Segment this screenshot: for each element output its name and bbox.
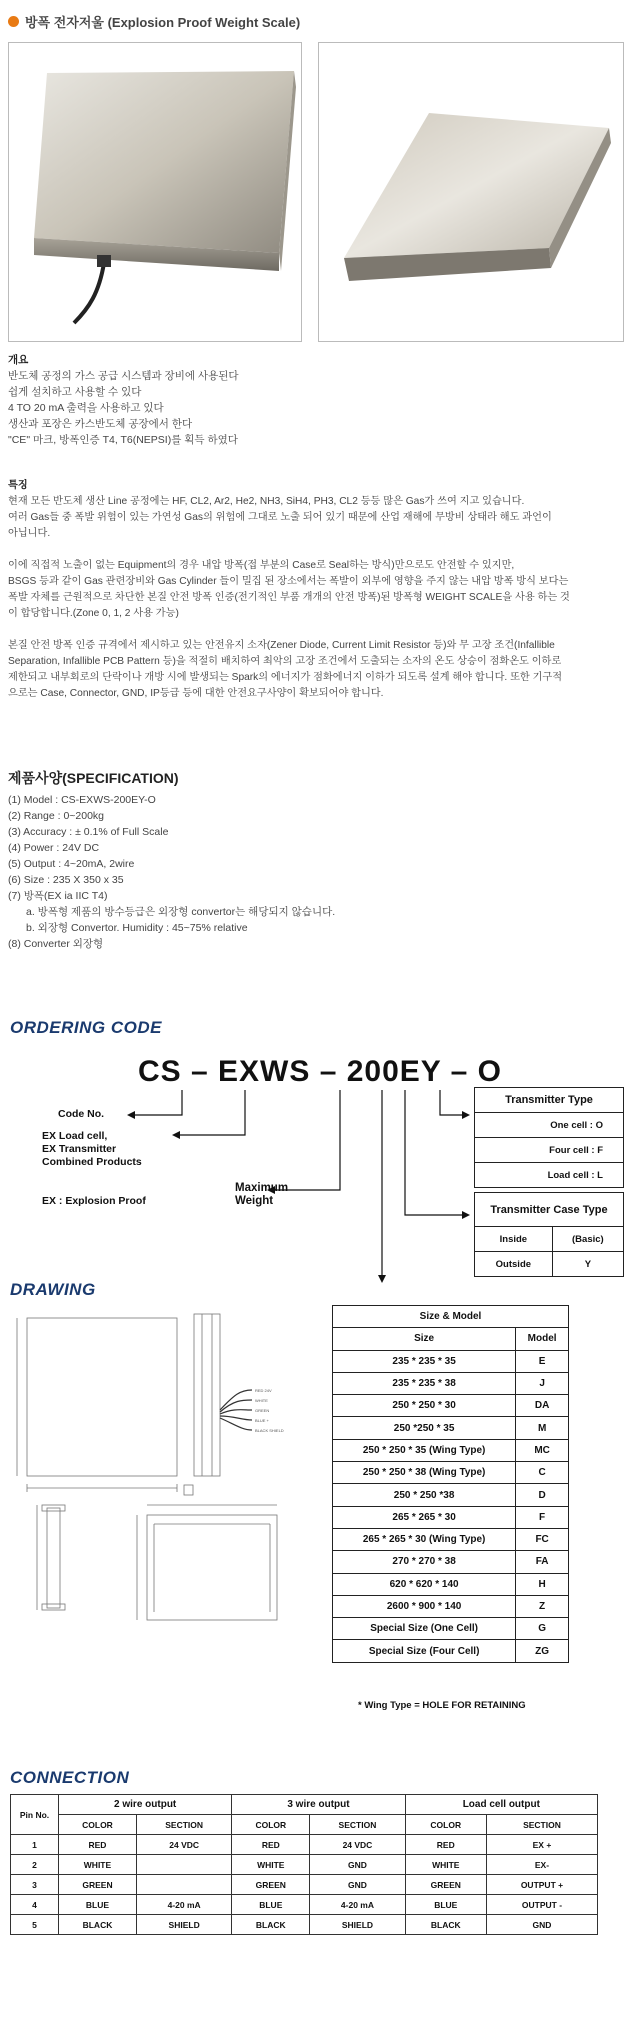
conn-cell: BLACK bbox=[405, 1915, 486, 1935]
spec-line: (2) Range : 0~200kg bbox=[8, 810, 105, 822]
features-line: BSGS 등과 같이 Gas 관련장비와 Gas Cylinder 들이 밀집 된 장소에서는 폭발이 외부에 영향을 주지 않는 내압 방폭 방식 보다는 bbox=[8, 576, 569, 587]
conn-cell: BLACK bbox=[232, 1915, 310, 1935]
table-row bbox=[11, 1835, 598, 1855]
pin-cell: 1 bbox=[11, 1835, 59, 1855]
conn-cell bbox=[136, 1855, 231, 1875]
size-cell: 250 * 250 * 38 (Wing Type) bbox=[333, 1462, 516, 1484]
features-line: 본질 안전 방폭 인증 규격에서 제시하고 있는 안전유지 소자(Zener Diode, Current Limit Resistor 등)와 무 고장 조건(Infallible bbox=[8, 640, 555, 651]
pin-cell: 4 bbox=[11, 1895, 59, 1915]
pin-cell: 2 bbox=[11, 1855, 59, 1875]
sub-header: COLOR bbox=[59, 1815, 137, 1835]
conn-cell: GREEN bbox=[405, 1875, 486, 1895]
table-row bbox=[333, 1573, 569, 1595]
table-row bbox=[11, 1875, 598, 1895]
table-row bbox=[333, 1551, 569, 1573]
spec-heading: 제품사양(SPECIFICATION) bbox=[8, 770, 179, 786]
table-row bbox=[333, 1506, 569, 1528]
drawing-wire-label: BLUE + bbox=[255, 1418, 269, 1423]
size-cell: 270 * 270 * 38 bbox=[333, 1551, 516, 1573]
spec-line: (8) Converter 외장형 bbox=[8, 938, 104, 950]
pin-cell: 5 bbox=[11, 1915, 59, 1935]
conn-cell: RED bbox=[405, 1835, 486, 1855]
model-cell: MC bbox=[516, 1439, 569, 1461]
table-row bbox=[333, 1618, 569, 1640]
product-photo-flat bbox=[8, 42, 302, 342]
size-model-table bbox=[332, 1305, 569, 1663]
sub-header: SECTION bbox=[486, 1815, 597, 1835]
conn-cell: BLUE bbox=[405, 1895, 486, 1915]
size-cell: Special Size (Four Cell) bbox=[333, 1640, 516, 1662]
size-table-title: Size & Model bbox=[333, 1306, 569, 1328]
model-cell: J bbox=[516, 1372, 569, 1394]
table-row bbox=[11, 1855, 598, 1875]
code-no-label: Code No. bbox=[58, 1108, 105, 1120]
drawing-wire-label: BLACK SHIELD bbox=[255, 1428, 284, 1433]
size-cell: 250 * 250 *38 bbox=[333, 1484, 516, 1506]
weight-scale-image bbox=[9, 43, 303, 343]
products-label bbox=[42, 1130, 142, 1169]
model-cell: FA bbox=[516, 1551, 569, 1573]
conn-cell: RED bbox=[232, 1835, 310, 1855]
table-row bbox=[333, 1417, 569, 1439]
conn-cell: BLACK bbox=[59, 1915, 137, 1935]
drawing-heading: DRAWING bbox=[10, 1280, 96, 1299]
size-cell: 2600 * 900 * 140 bbox=[333, 1595, 516, 1617]
products-line: Combined Products bbox=[42, 1156, 142, 1168]
table-row bbox=[333, 1528, 569, 1550]
table-row bbox=[11, 1895, 598, 1915]
spec-line: (4) Power : 24V DC bbox=[8, 842, 100, 854]
features-line: 으로는 Case, Connector, GND, IP등급 등에 대한 안전요구사양이 확보되어야 합니다. bbox=[8, 688, 384, 699]
conn-cell: GREEN bbox=[232, 1875, 310, 1895]
bullet-icon bbox=[8, 16, 19, 27]
transmitter-type-title: Transmitter Type bbox=[475, 1088, 624, 1113]
connection-heading: CONNECTION bbox=[10, 1768, 130, 1787]
sub-header: SECTION bbox=[310, 1815, 405, 1835]
conn-cell: EX + bbox=[486, 1835, 597, 1855]
drawing-wire-label: RED 24V bbox=[255, 1388, 272, 1393]
features-heading: 특징 bbox=[8, 480, 28, 491]
table-row bbox=[333, 1484, 569, 1506]
overview-section bbox=[8, 352, 628, 448]
transmitter-type-row: Load cell : L bbox=[475, 1163, 624, 1188]
table-row bbox=[333, 1640, 569, 1662]
conn-cell: SHIELD bbox=[136, 1915, 231, 1935]
overview-line: 쉽게 설치하고 사용할 수 있다 bbox=[8, 386, 142, 398]
spec-line: (7) 방폭(EX ia IIC T4) bbox=[8, 890, 108, 902]
conn-cell: WHITE bbox=[232, 1855, 310, 1875]
conn-cell: BLUE bbox=[232, 1895, 310, 1915]
case-type-title: Transmitter Case Type bbox=[475, 1193, 624, 1227]
conn-cell: GREEN bbox=[59, 1875, 137, 1895]
page-header bbox=[8, 12, 300, 31]
sub-header: COLOR bbox=[232, 1815, 310, 1835]
conn-cell: 24 VDC bbox=[136, 1835, 231, 1855]
conn-cell: EX- bbox=[486, 1855, 597, 1875]
features-line: 현재 모든 반도체 생산 Line 공정에는 HF, CL2, Ar2, He2, NH3, SiH4, PH3, CL2 등등 많은 Gas가 쓰여 지고 있습니다. bbox=[8, 496, 525, 507]
conn-cell: 24 VDC bbox=[310, 1835, 405, 1855]
case-type-cell: Y bbox=[552, 1252, 623, 1277]
max-weight-line: Weight bbox=[235, 1195, 274, 1207]
model-cell: F bbox=[516, 1506, 569, 1528]
spec-line: (5) Output : 4~20mA, 2wire bbox=[8, 858, 135, 870]
overview-line: 생산과 포장은 카스반도체 공장에서 한다 bbox=[8, 418, 193, 430]
overview-heading: 개요 bbox=[8, 354, 29, 366]
transmitter-type-row: Four cell : F bbox=[475, 1138, 624, 1163]
features-line: 이 합당합니다.(Zone 0, 1, 2 사용 가능) bbox=[8, 608, 179, 619]
transmitter-type-row: One cell : O bbox=[475, 1113, 624, 1138]
spec-line: (1) Model : CS-EXWS-200EY-O bbox=[8, 794, 156, 806]
features-line: 이에 직접적 노출이 없는 Equipment의 경우 내압 방폭(접 부분의 Case로 Seal하는 방식)만으로도 안전할 수 있지만, bbox=[8, 560, 515, 571]
conn-cell: GND bbox=[310, 1855, 405, 1875]
table-row bbox=[333, 1350, 569, 1372]
overview-line: 4 TO 20 mA 출력을 사용하고 있다 bbox=[8, 402, 164, 414]
spec-line: a. 방폭형 제품의 방수등급은 외장형 convertor는 해당되지 않습니다. bbox=[26, 906, 336, 918]
wing-type-note: * Wing Type = HOLE FOR RETAINING bbox=[358, 1700, 526, 1711]
connection-table bbox=[10, 1794, 598, 1935]
transmitter-type-table bbox=[474, 1087, 624, 1188]
features-line: 제한되고 내부회로의 단락이나 개방 시에 발생되는 Spark의 에너지가 점화에너지 이하가 되도록 설계 해야 합니다. 또한 기구적 bbox=[8, 672, 563, 683]
product-photo-angled bbox=[318, 42, 624, 342]
spec-line: (6) Size : 235 X 350 x 35 bbox=[8, 874, 124, 886]
model-cell: C bbox=[516, 1462, 569, 1484]
case-type-cell: (Basic) bbox=[552, 1227, 623, 1252]
explosion-proof-label: EX : Explosion Proof bbox=[42, 1195, 146, 1207]
group-header: Load cell output bbox=[405, 1795, 597, 1815]
size-cell: 250 * 250 * 35 (Wing Type) bbox=[333, 1439, 516, 1461]
size-cell: 235 * 235 * 38 bbox=[333, 1372, 516, 1394]
pin-header: Pin No. bbox=[11, 1795, 59, 1835]
drawing-wire-label: GREEN bbox=[255, 1408, 270, 1413]
conn-cell: RED bbox=[59, 1835, 137, 1855]
features-line: 폭발 자체를 근원적으로 차단한 본질 안전 방폭 인증(전기적인 부품 개개의 안전 방폭)된 방폭형 WEIGHT SCALE을 사용 하는 것 bbox=[8, 592, 570, 603]
weight-scale-angled-image bbox=[319, 43, 625, 343]
conn-cell: OUTPUT + bbox=[486, 1875, 597, 1895]
size-cell: Special Size (One Cell) bbox=[333, 1618, 516, 1640]
pin-cell: 3 bbox=[11, 1875, 59, 1895]
spec-line: (3) Accuracy : ± 0.1% of Full Scale bbox=[8, 826, 169, 838]
ordering-code: CS – EXWS – 200EY – O bbox=[138, 1055, 502, 1088]
features-line: 여러 Gas들 중 폭발 위험이 있는 가연성 Gas의 위험에 그대로 노출 되어 있기 때문에 산업 재해에 무방비 상태라 해도 과언이 bbox=[8, 512, 552, 523]
conn-cell: GND bbox=[486, 1915, 597, 1935]
table-row bbox=[333, 1372, 569, 1394]
features-line: 아닙니다. bbox=[8, 528, 51, 539]
group-header: 2 wire output bbox=[59, 1795, 232, 1815]
table-row bbox=[333, 1595, 569, 1617]
model-cell: D bbox=[516, 1484, 569, 1506]
features-section bbox=[8, 478, 636, 702]
max-weight-line: Maximum bbox=[235, 1182, 289, 1194]
spec-line: b. 외장형 Convertor. Humidity : 45~75% relative bbox=[26, 922, 248, 934]
size-table-header: Size bbox=[333, 1328, 516, 1350]
sub-header: SECTION bbox=[136, 1815, 231, 1835]
model-cell: M bbox=[516, 1417, 569, 1439]
conn-cell: WHITE bbox=[405, 1855, 486, 1875]
ordering-code-heading: ORDERING CODE bbox=[10, 1018, 162, 1037]
model-cell: FC bbox=[516, 1528, 569, 1550]
products-line: EX Load cell, bbox=[42, 1130, 108, 1142]
model-cell: G bbox=[516, 1618, 569, 1640]
conn-cell: WHITE bbox=[59, 1855, 137, 1875]
case-type-cell: Outside bbox=[475, 1252, 553, 1277]
conn-cell bbox=[136, 1875, 231, 1895]
technical-drawing bbox=[12, 1300, 327, 1630]
page-title: 방폭 전자저울 (Explosion Proof Weight Scale) bbox=[25, 15, 301, 30]
table-row bbox=[333, 1395, 569, 1417]
features-line: Separation, Infallible PCB Pattern 등)을 적절히 배치하여 최악의 고장 조건에서 도출되는 소자의 온도 상승이 점화온도 이하로 bbox=[8, 656, 562, 667]
size-table-header: Model bbox=[516, 1328, 569, 1350]
conn-cell: GND bbox=[310, 1875, 405, 1895]
case-type-cell: Inside bbox=[475, 1227, 553, 1252]
case-type-table bbox=[474, 1192, 624, 1277]
conn-cell: 4-20 mA bbox=[310, 1895, 405, 1915]
size-cell: 250 *250 * 35 bbox=[333, 1417, 516, 1439]
model-cell: Z bbox=[516, 1595, 569, 1617]
size-cell: 265 * 265 * 30 bbox=[333, 1506, 516, 1528]
size-cell: 235 * 235 * 35 bbox=[333, 1350, 516, 1372]
conn-cell: SHIELD bbox=[310, 1915, 405, 1935]
max-weight-label bbox=[235, 1182, 288, 1208]
model-cell: H bbox=[516, 1573, 569, 1595]
table-row bbox=[333, 1439, 569, 1461]
conn-cell: 4-20 mA bbox=[136, 1895, 231, 1915]
size-cell: 250 * 250 * 30 bbox=[333, 1395, 516, 1417]
size-cell: 620 * 620 * 140 bbox=[333, 1573, 516, 1595]
table-row bbox=[333, 1462, 569, 1484]
sub-header: COLOR bbox=[405, 1815, 486, 1835]
model-cell: ZG bbox=[516, 1640, 569, 1662]
overview-line: "CE" 마크, 방폭인증 T4, T6(NEPSI)를 획득 하였다 bbox=[8, 434, 238, 446]
drawing-wire-label: WHITE bbox=[255, 1398, 268, 1403]
overview-line: 반도체 공정의 가스 공급 시스템과 장비에 사용된다 bbox=[8, 370, 239, 382]
size-cell: 265 * 265 * 30 (Wing Type) bbox=[333, 1528, 516, 1550]
model-cell: E bbox=[516, 1350, 569, 1372]
spec-list bbox=[8, 792, 608, 952]
products-line: EX Transmitter bbox=[42, 1143, 117, 1155]
conn-cell: OUTPUT - bbox=[486, 1895, 597, 1915]
model-cell: DA bbox=[516, 1395, 569, 1417]
group-header: 3 wire output bbox=[232, 1795, 405, 1815]
table-row bbox=[11, 1915, 598, 1935]
conn-cell: BLUE bbox=[59, 1895, 137, 1915]
